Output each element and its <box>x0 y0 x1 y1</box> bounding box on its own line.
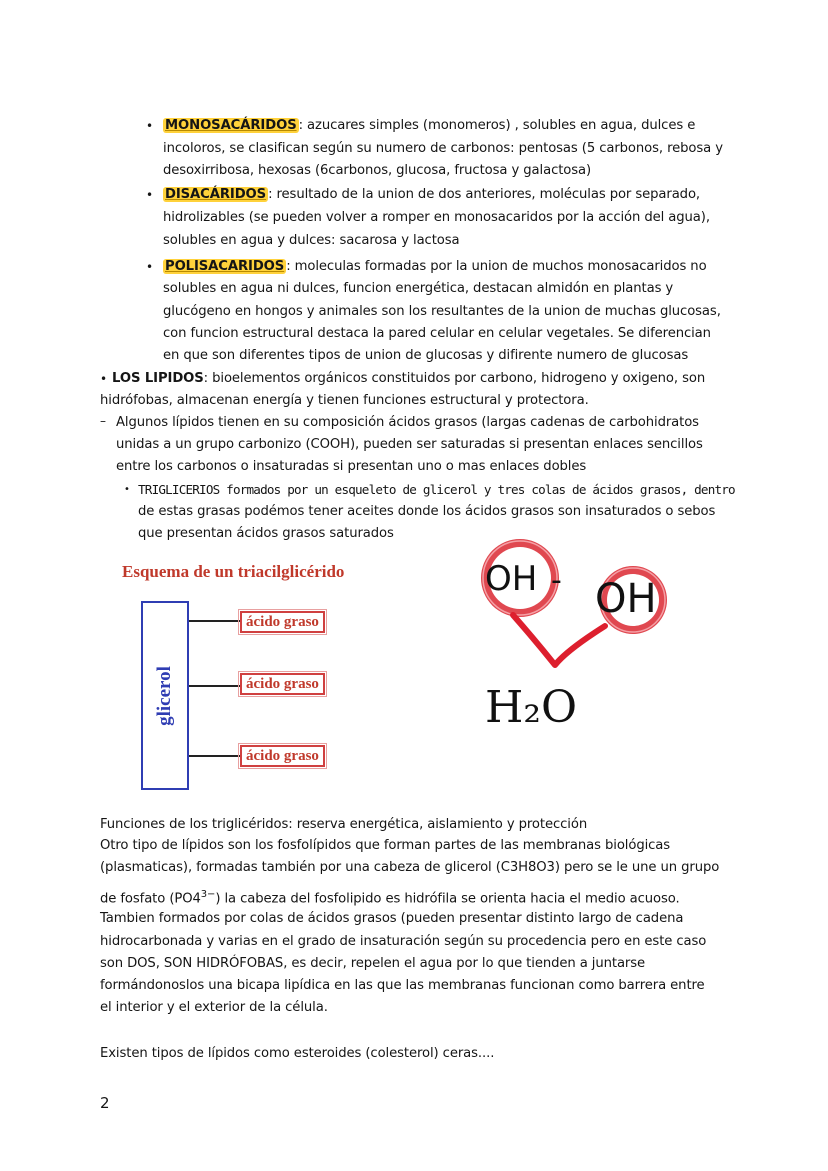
monosacaridos-term: MONOSACÁRIDOS <box>165 118 297 133</box>
disacaridos-line-1 <box>163 186 700 204</box>
body-line-3 <box>100 886 680 908</box>
polisacaridos-line-2: solubles en agua ni dulces, funcion energética, destacan almidón en plantas y <box>163 281 674 296</box>
dash: - <box>551 563 562 598</box>
polisacaridos-line-1 <box>163 258 707 276</box>
diagram-title: Esquema de un triacilglicérido <box>122 562 345 581</box>
oh-water-drawing <box>455 530 695 740</box>
body-line-8: el interior y el exterior de la célula. <box>100 1000 328 1015</box>
acid-label: ácido graso <box>240 745 325 767</box>
lipidos-line-2: hidrófobas, almacenan energía y tienen funciones estructural y protectora. <box>100 393 589 408</box>
lipidos-term: LOS LIPIDOS <box>112 371 204 386</box>
lipidos-text: : bioelementos orgánicos constituidos por carbono, hidrogeno y oxigeno, son <box>203 371 706 386</box>
disacaridos-line-3: solubles en agua y dulces: sacarosa y lactosa <box>163 233 460 248</box>
existen-line: Existen tipos de lípidos como esteroides (colesterol) ceras.... <box>100 1046 495 1061</box>
connector-line <box>189 755 241 757</box>
connector-line <box>189 620 241 622</box>
bullet: • <box>100 372 108 386</box>
dash-bullet: – <box>100 414 106 428</box>
disacaridos-text: : resultado de la union de dos anteriores, moléculas por separado, <box>268 187 701 202</box>
water-formula: H₂O <box>485 682 578 733</box>
body-line-3-a: de fosfato (PO4 <box>100 891 201 907</box>
acidos-line-1: Algunos lípidos tienen en su composición ácidos grasos (largas cadenas de carbohidratos <box>116 415 699 430</box>
page-number: 2 <box>100 1094 110 1112</box>
polisacaridos-line-5: en que son diferentes tipos de union de glucosas y difirente numero de glucosas <box>163 348 689 363</box>
polisacaridos-term: POLISACARIDOS <box>165 259 285 274</box>
oh-left: OH <box>485 559 538 599</box>
glicerol-label-wrap <box>141 601 189 790</box>
phosphate-charge: 3− <box>200 889 216 900</box>
disacaridos-line-2: hidrolizables (se pueden volver a romper en monosacaridos por la acción del agua), <box>163 210 710 225</box>
body-line-2: (plasmaticas), formadas también por una cabeza de glicerol (C3H8O3) pero se le une un grupo <box>100 860 720 875</box>
bullet: • <box>146 260 154 274</box>
acid-label: ácido graso <box>240 673 325 695</box>
polisacaridos-line-3: glucógeno en hongos y animales son los resultantes de la union de muchas glucosas, <box>163 304 721 319</box>
body-line-3-b: ) la cabeza del fosfolipido es hidrófila se orienta hacia el medio acuoso. <box>215 891 680 907</box>
monosacaridos-line-2: incoloros, se clasifican según su numero de carbonos: pentosas (5 carbonos, rebosa y <box>163 141 723 156</box>
lipidos-line-1 <box>112 370 705 388</box>
polisacaridos-line-4: con funcion estructural destaca la pared celular en celular vegetales. Se diferencian <box>163 326 711 341</box>
glicerol-label: glicerol <box>154 665 176 726</box>
trigliceridos-line-3: que presentan ácidos grasos saturados <box>138 526 394 541</box>
disacaridos-term: DISACÁRIDOS <box>165 187 267 202</box>
funciones-line: Funciones de los triglicéridos: reserva energética, aislamiento y protección <box>100 817 588 832</box>
acidos-line-3: entre los carbonos o insaturadas si presentan uno o mas enlaces dobles <box>116 459 587 474</box>
body-line-4: Tambien formados por colas de ácidos grasos (pueden presentar distinto largo de cadena <box>100 911 684 926</box>
body-line-5: hidrocarbonada y varias en el grado de insaturación según su procedencia pero en este caso <box>100 934 707 949</box>
bullet: • <box>124 484 130 495</box>
body-line-7: formándonoslos una bicapa lipídica en las que las membranas funcionan como barrera entre <box>100 978 705 993</box>
bullet: • <box>146 119 154 133</box>
acid-label: ácido graso <box>240 611 325 633</box>
link-line <box>513 615 605 665</box>
trigliceridos-line-2: de estas grasas podémos tener aceites donde los ácidos grasos son insaturados o sebos <box>138 504 716 519</box>
polisacaridos-text: : moleculas formadas por la union de muchos monosacaridos no <box>286 259 707 274</box>
monosacaridos-line-3: desoxirribosa, hexosas (6carbonos, glucosa, fructosa y galactosa) <box>163 163 592 178</box>
acidos-line-2: unidas a un grupo carbonizo (COOH), pueden ser saturadas si presentan enlaces sencillos <box>116 437 703 452</box>
body-line-6: son DOS, SON HIDRÓFOBAS, es decir, repelen el agua por lo que tienden a juntarse <box>100 956 646 971</box>
body-line-1: Otro tipo de lípidos son los fosfolípidos que forman partes de las membranas biológicas <box>100 838 671 853</box>
monosacaridos-text: : azucares simples (monomeros) , solubles en agua, dulces e <box>298 118 696 133</box>
connector-line <box>189 685 241 687</box>
trigliceridos-line-1: TRIGLICERIOS formados por un esqueleto de glicerol y tres colas de ácidos grasos, dentro <box>138 482 735 497</box>
bullet: • <box>146 188 154 202</box>
oh-right: OH <box>595 576 657 622</box>
monosacaridos-line-1 <box>163 117 695 135</box>
